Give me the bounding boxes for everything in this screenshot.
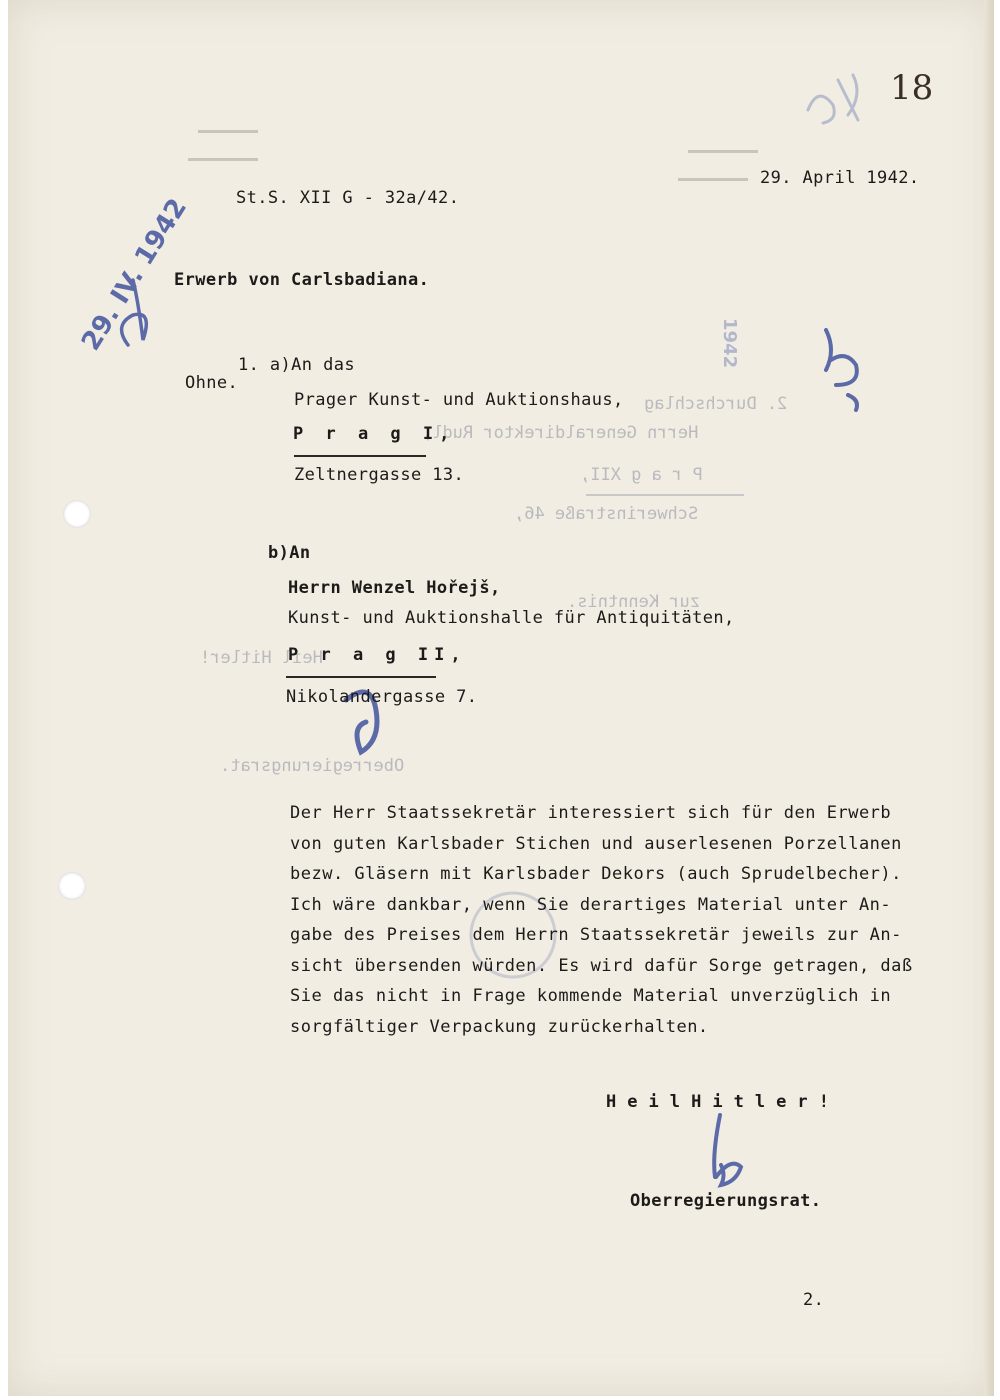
body-line: von guten Karlsbader Stichen und auserlesenen Porzellanen: [290, 833, 902, 854]
city-underline: [294, 455, 426, 457]
recipient-a-marker: 1. a)An das: [238, 355, 355, 375]
recipient-b-name: Herrn Wenzel Hořejš,: [288, 578, 501, 598]
letter-body: [290, 803, 990, 1047]
bleed-through-text: P r a g XII,: [580, 465, 703, 485]
bleed-through-text: Heil Hitler!: [200, 648, 323, 668]
faint-date-stamp: 1942: [719, 318, 740, 369]
folio-number: 18: [890, 68, 934, 108]
body-line: bezw. Gläsern mit Karlsbader Dekors (auch Sprudelbecher).: [290, 864, 902, 884]
ohne-note: Ohne.: [185, 373, 239, 393]
city-underline: [286, 676, 436, 678]
body-line: gabe des Preises dem Herrn Staatssekretär jeweils zur An-: [290, 925, 902, 945]
bleed-through-text: 2. Durchschlag: [644, 394, 788, 414]
recipient-a-street: Zeltnergasse 13.: [294, 465, 465, 485]
letter-page: [8, 0, 994, 1396]
recipient-a-name: Prager Kunst- und Auktionshaus,: [294, 390, 624, 410]
body-line: Ich wäre dankbar, wenn Sie derartiges Material unter An-: [290, 894, 892, 915]
recipient-b-org: Kunst- und Auktionshalle für Antiquitäten,: [288, 608, 735, 628]
pencil-annotations: [8, 0, 994, 1396]
reference-number: St.S. XII G - 32a/42.: [236, 188, 460, 208]
recipient-a-city: P r a g I,: [293, 424, 456, 444]
bleed-through-text: Schwerinstraße 46,: [514, 504, 699, 524]
subject-line: Erwerb von Carlsbadiana.: [174, 270, 430, 290]
bleed-through-text: zur Kenntnis.: [567, 592, 701, 612]
body-line: Der Herr Staatssekretär interessiert sich für den Erwerb: [290, 803, 892, 823]
recipient-b-street: Nikolandergasse 7.: [286, 687, 478, 707]
bleed-through-text: Oberregierungsrat.: [220, 756, 405, 776]
body-line: sicht übersenden würden. Es wird dafür Sorge getragen, daß: [290, 955, 913, 976]
closing-salutation: H e i l H i t l e r !: [606, 1092, 830, 1112]
received-date-stamp: 29. IV. 1942: [76, 193, 194, 356]
body-line: Sie das nicht in Frage kommende Material unverzüglich in: [290, 986, 892, 1006]
bleed-through-text: Herrn Generaldirektor Rudl,: [422, 423, 699, 443]
recipient-b-city: P r a g II,: [288, 645, 467, 665]
page-marker: 2.: [803, 1290, 825, 1310]
signature-title: Oberregierungsrat.: [630, 1191, 822, 1211]
body-line: sorgfältiger Verpackung zurückerhalten.: [290, 1016, 709, 1037]
recipient-b-marker: b)An: [268, 543, 311, 563]
letter-date: 29. April 1942.: [760, 168, 920, 188]
